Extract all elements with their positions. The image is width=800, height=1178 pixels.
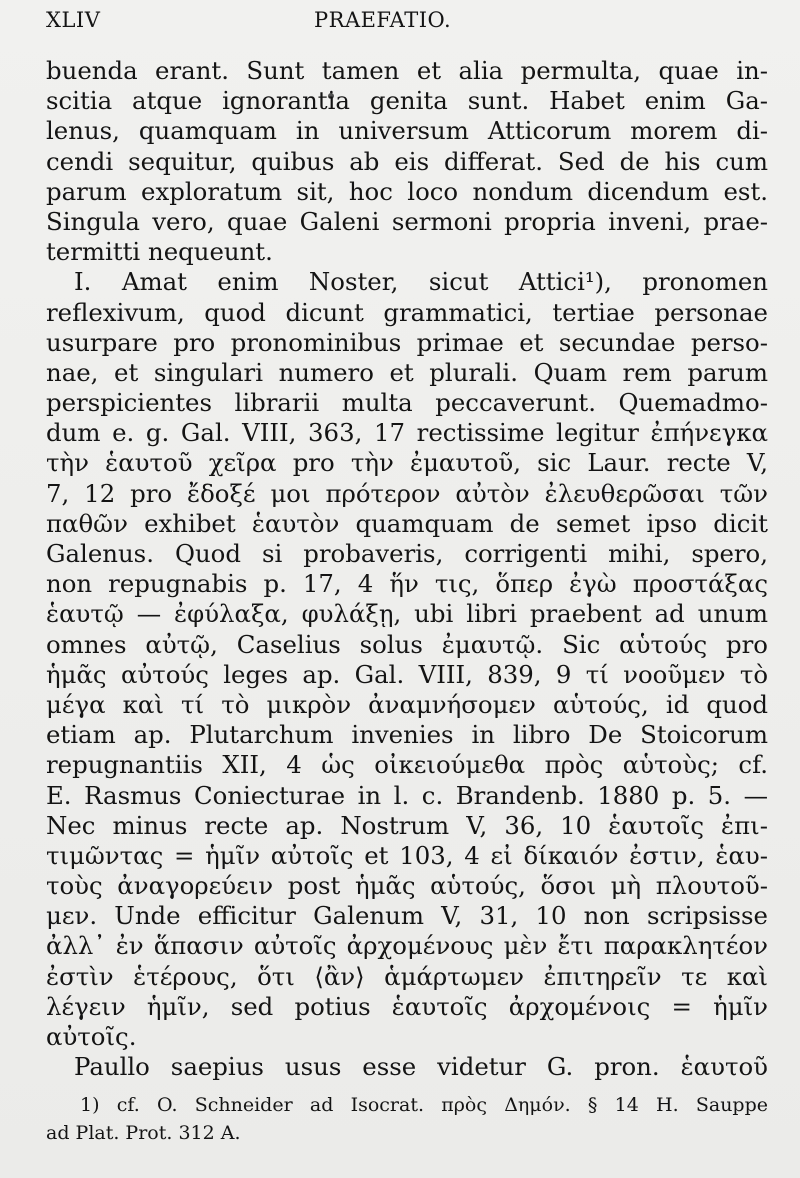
paragraph-start-line: I. Amat enim Noster, sicut Attici¹), pronomen	[74, 267, 768, 297]
text-line: dum e. g. Gal. VIII, 363, 17 rectissime legitur ἐπήνεγκα	[46, 418, 768, 448]
page-header	[46, 8, 766, 40]
text-line: perspicientes librarii multa peccaverunt. Quemadmo-	[46, 388, 768, 418]
text-line: reflexivum, quod dicunt grammatici, tertiae personae	[46, 297, 768, 327]
running-title: PRAEFATIO.	[314, 8, 452, 32]
text-line: λέγειν ἡμῖν, sed potius ἑαυτοῖς ἀρχομένοις = ἡμῖν	[46, 991, 768, 1021]
text-line: τιμῶντας = ἡμῖν αὐτοῖς et 103, 4 εἰ δίκαιόν ἐστιν, ἑαυ-	[46, 840, 768, 870]
text-line: Singula vero, quae Galeni sermoni propria inveni, prae-	[46, 206, 768, 236]
text-line: τὴν ἑαυτοῦ χεῖρα pro τὴν ἐμαυτοῦ, sic Laur. recte V,	[46, 448, 768, 478]
text-line: cendi sequitur, quibus ab eis differat. Sed de his cum	[46, 146, 768, 176]
text-line: ἡμᾶς αὐτούς leges ap. Gal. VIII, 839, 9 τί νοοῦμεν τὸ	[46, 659, 768, 689]
text-line: ἀλλ᾽ ἐν ἅπασιν αὐτοῖς ἀρχομένους μὲν ἔτι παρακλητέον	[46, 931, 768, 961]
text-line: scitia atque ignorantia genita sunt. Habet enim Ga-	[46, 86, 768, 116]
footnote-line: 1) cf. O. Schneider ad Isocrat. πρὸς Δημόν. § 14 H. Sauppe	[80, 1094, 768, 1116]
text-line: Galenus. Quod si probaveris, corrigenti mihi, spero,	[46, 539, 768, 568]
text-line: parum exploratum sit, hoc loco nondum dicendum est.	[46, 176, 768, 206]
page-number: XLIV	[46, 8, 101, 32]
text-line: ἐστὶν ἑτέρους, ὅτι ⟨ἂν⟩ ἁμάρτωμεν ἐπιτηρεῖν τε καὶ	[46, 961, 768, 991]
text-line: παθῶν exhibet ἑαυτὸν quamquam de semet ipso dicit	[46, 508, 768, 538]
text-line: Nec minus recte ap. Nostrum V, 36, 10 ἑαυτοῖς ἐπι-	[46, 810, 768, 840]
text-line: μεν. Unde efficitur Galenum V, 31, 10 non scripsisse	[46, 901, 768, 931]
text-line: lenus, quamquam in universum Atticorum morem di-	[46, 116, 768, 146]
body-text	[46, 56, 768, 1082]
text-line: ἑαυτῷ — ἐφύλαξα, φυλάξῃ, ubi libri praebent ad unum	[46, 599, 768, 629]
text-line: τοὺς ἀναγορεύειν post ἡμᾶς αὑτούς, ὅσοι μὴ πλουτοῦ-	[46, 871, 768, 901]
text-line: usurpare pro pronominibus primae et secundae perso-	[46, 327, 768, 357]
footnotes	[46, 1091, 768, 1147]
text-line: nae, et singulari numero et plurali. Quam rem parum	[46, 357, 768, 387]
text-line: μέγα καὶ τί τὸ μικρὸν ἀναμνήσομεν αὑτούς, id quod	[46, 689, 768, 719]
text-line: repugnantiis XII, 4 ὡς οἰκειούμεθα πρὸς αὑτοὺς; cf.	[46, 750, 768, 780]
text-line: non repugnabis p. 17, 4 ἥν τις, ὅπερ ἐγὼ προστάξας	[46, 569, 768, 599]
text-line: buenda erant. Sunt tamen et alia permulta, quae in-	[46, 56, 768, 85]
text-line: 7, 12 pro ἔδοξέ μοι πρότερον αὐτὸν ἐλευθερῶσαι τῶν	[46, 478, 768, 508]
text-line: etiam ap. Plutarchum invenies in libro De Stoicorum	[46, 720, 768, 750]
text-line: termitti nequeunt.	[46, 237, 273, 267]
text-line: omnes αὐτῷ, Caselius solus ἐμαυτῷ. Sic αὑτούς pro	[46, 629, 768, 659]
paragraph-start-line: Paullo saepius usus esse videtur G. pron. ἑαυτοῦ	[74, 1052, 768, 1082]
footnote-line: ad Plat. Prot. 312 A.	[46, 1122, 241, 1144]
text-line: αὐτοῖς.	[46, 1022, 137, 1051]
text-line: E. Rasmus Coniecturae in l. c. Brandenb. 1880 p. 5. —	[46, 780, 768, 810]
